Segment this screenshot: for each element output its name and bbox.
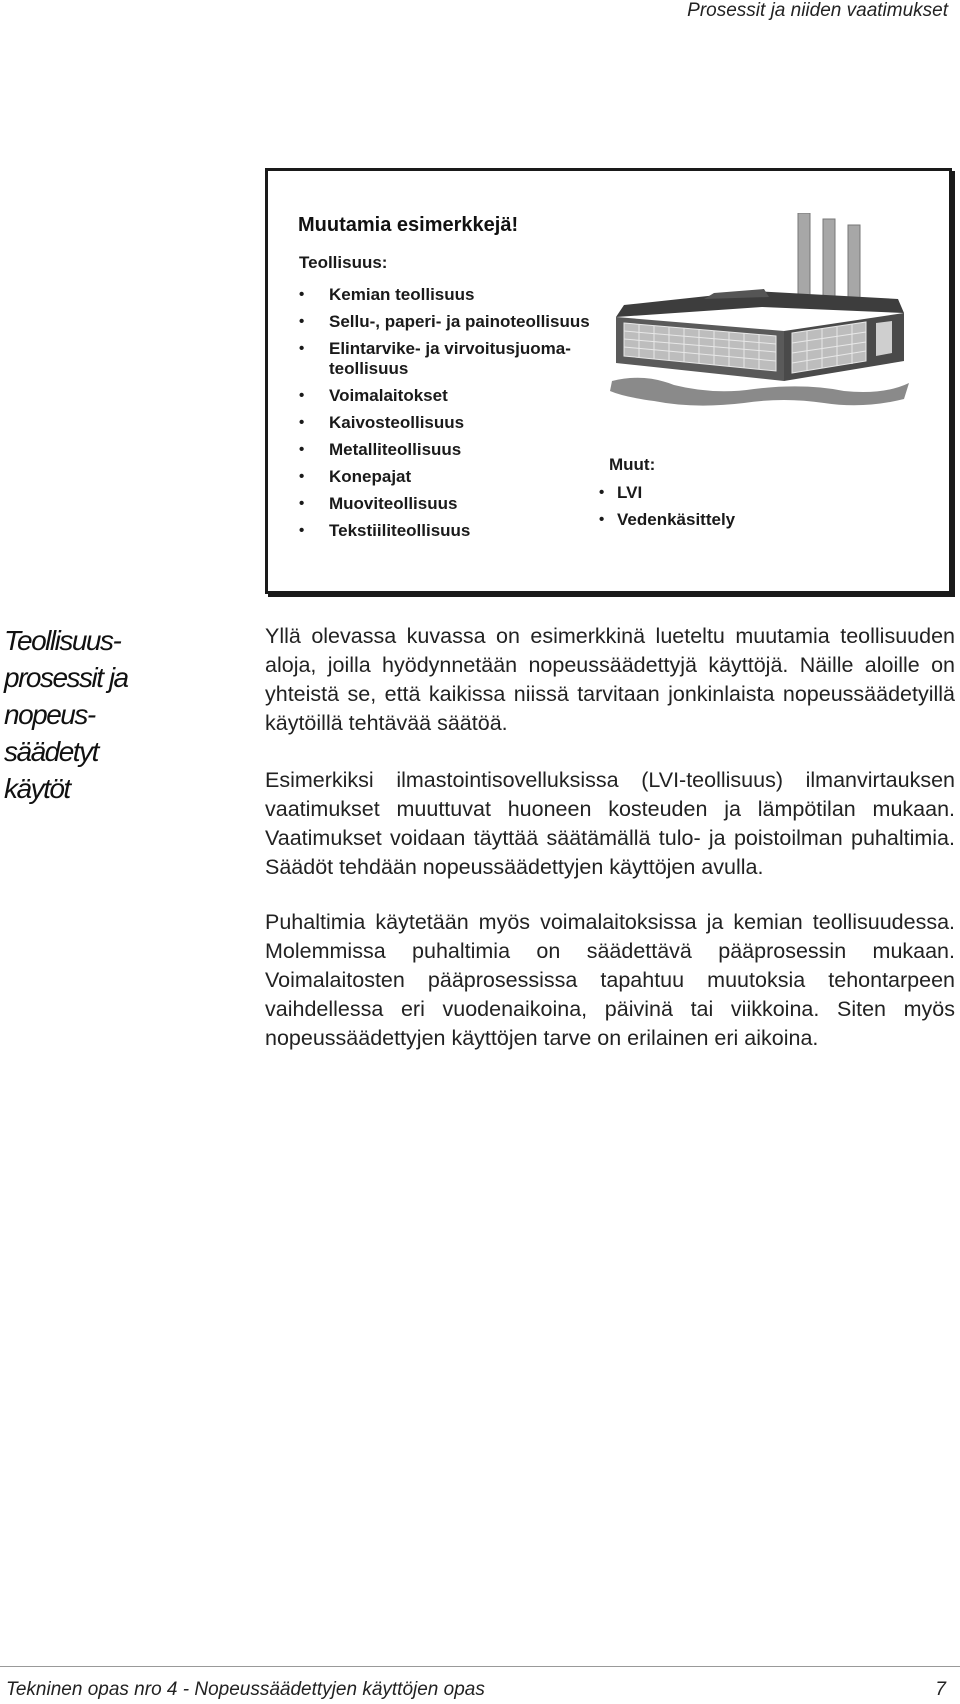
bullet: •: [599, 484, 605, 501]
list-item: [299, 467, 599, 487]
side-heading-line: Teollisuus-: [4, 625, 121, 656]
paragraph: Esimerkiksi ilmastointisovelluksissa (LVI-teollisuus) ilmanvirtauksen vaatimukset muuttuvat huoneen kosteuden ja lämpötilan mukaan. Vaatimukset voidaan täyttää säätämällä tulo- ja poistoilman puhaltimia. Säädöt tehdään nopeussäädettyjen käyttöjen avulla.: [265, 768, 955, 879]
paragraph: Puhaltimia käytetään myös voimalaitoksissa ja kemian teollisuudessa. Molemmissa puhaltimia on säädettävä pääprosessin mukaan. Voimalaitosten pääprosessissa tapahtuu muutoksia tehontarpeen vaihdellessa eri vuodenaikoina, päivinä tai viikkoina. Siten myös nopeussäädettyjen käyttöjen tarve on erilainen eri aikoina.: [265, 910, 955, 1050]
bullet: •: [299, 286, 305, 303]
bullet: •: [599, 511, 605, 528]
bullet: •: [299, 495, 305, 512]
industry-item-label: teollisuus: [329, 359, 409, 378]
footer-publication: Tekninen opas nro 4 - Nopeussäädettyjen käyttöjen opas: [6, 1679, 485, 1700]
bullet: •: [299, 387, 305, 404]
industry-item-label: Kaivosteollisuus: [329, 413, 465, 432]
body-text: [265, 622, 955, 1081]
list-item: [299, 440, 599, 460]
list-item: [299, 285, 599, 305]
factory-icon: [604, 213, 914, 413]
list-item: [599, 483, 735, 503]
side-heading-line: nopeus-: [4, 699, 95, 730]
side-heading-line: käytöt: [4, 773, 70, 804]
industry-item-label: Konepajat: [329, 467, 412, 486]
industry-item-label: Voimalaitokset: [329, 386, 448, 405]
footer-divider: [0, 1666, 960, 1667]
industry-heading: Teollisuus:: [299, 253, 388, 272]
bullet: •: [299, 414, 305, 431]
industry-item-label: Tekstiiliteollisuus: [329, 521, 471, 540]
industry-item-label: Metalliteollisuus: [329, 440, 462, 459]
list-item: [299, 494, 599, 514]
running-header: Prosessit ja niiden vaatimukset: [687, 0, 948, 21]
list-item: [299, 521, 599, 541]
page-number: 7: [935, 1679, 946, 1700]
industry-item-label: Muoviteollisuus: [329, 494, 458, 513]
bullet: •: [299, 522, 305, 539]
industry-list: [299, 285, 599, 548]
other-heading: Muut:: [609, 455, 656, 474]
list-item: [299, 413, 599, 433]
bullet: •: [299, 468, 305, 485]
box-title: Muutamia esimerkkejä!: [298, 214, 519, 236]
industry-item-label: Elintarvike- ja virvoitusjuoma-: [329, 339, 571, 358]
side-heading-line: prosessit ja: [4, 662, 128, 693]
list-item: [299, 339, 599, 379]
list-item: [299, 386, 599, 406]
example-box: [265, 168, 952, 594]
paragraph: Yllä olevassa kuvassa on esimerkkinä lueteltu muutamia teollisuuden aloja, joilla hyödynnetään nopeussäädettyjä käyttöjä. Näille aloille on yhteistä se, että kaikissa niissä tarvitaan jonkinlaista nopeussäädetyillä käytöillä tehtävää säätöä.: [265, 624, 955, 735]
bullet: •: [299, 441, 305, 458]
industry-item-label: Sellu-, paperi- ja painoteollisuus: [329, 312, 590, 331]
bullet: •: [299, 340, 305, 357]
other-item-label: Vedenkäsittely: [617, 510, 736, 529]
side-heading: [4, 622, 204, 807]
other-list: [599, 483, 735, 537]
other-item-label: LVI: [617, 483, 643, 502]
industry-item-label: Kemian teollisuus: [329, 285, 475, 304]
bullet: •: [299, 313, 305, 330]
list-item: [299, 312, 599, 332]
side-heading-line: säädetyt: [4, 736, 98, 767]
list-item: [599, 510, 735, 530]
